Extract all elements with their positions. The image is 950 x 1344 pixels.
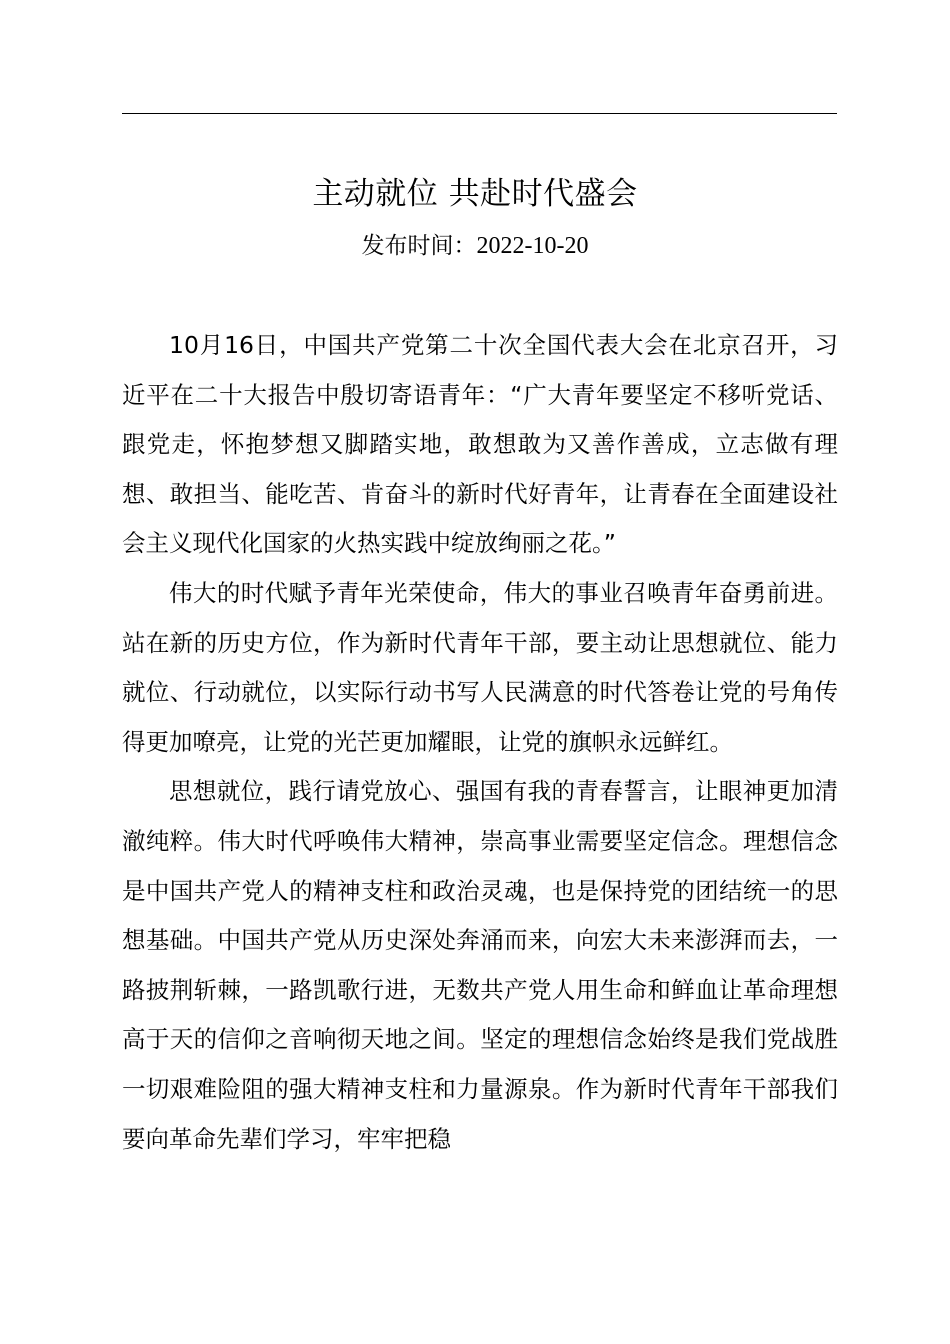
article-body — [122, 321, 838, 1164]
paragraph: 伟大的时代赋予青年光荣使命，伟大的事业召唤青年奋勇前进。站在新的历史方位，作为新时代青年干部，要主动让思想就位、能力就位、行动就位，以实际行动书写人民满意的时代答卷让党的号角传得更加嘹亮，让党的光芒更加耀眼，让党的旗帜永远鲜红。 — [122, 578, 838, 756]
publish-date-value: 2022-10-20 — [476, 233, 589, 259]
publish-date-line — [0, 226, 950, 266]
paragraph: 10月16日，中国共产党第二十次全国代表大会在北京召开，习近平在二十大报告中殷切寄语青年：“广大青年要坚定不移听党话、跟党走，怀抱梦想又脚踏实地，敢想敢为又善作善成，立志做有理想、敢担当、能吃苦、肯奋斗的新时代好青年，让青春在全面建设社会主义现代化国家的火热实践中绽放绚丽之花。” — [122, 331, 838, 558]
article-title: 主动就位 共赴时代盛会 — [312, 176, 638, 212]
publish-date-label: 发布时间： — [361, 233, 477, 259]
paragraph: 思想就位，践行请党放心、强国有我的青春誓言，让眼神更加清澈纯粹。伟大时代呼唤伟大精神，崇高事业需要坚定信念。理想信念是中国共产党人的精神支柱和政治灵魂，也是保持党的团结统一的思想基础。中国共产党从历史深处奔涌而来，向宏大未来澎湃而去，一路披荆斩棘，一路凯歌行进，无数共产党人用生命和鲜血让革命理想高于天的信仰之音响彻天地之间。坚定的理想信念始终是我们党战胜一切艰难险阻的强大精神支柱和力量源泉。作为新时代青年干部我们要向革命先辈们学习，牢牢把稳 — [122, 777, 838, 1153]
header-rule — [122, 113, 837, 114]
